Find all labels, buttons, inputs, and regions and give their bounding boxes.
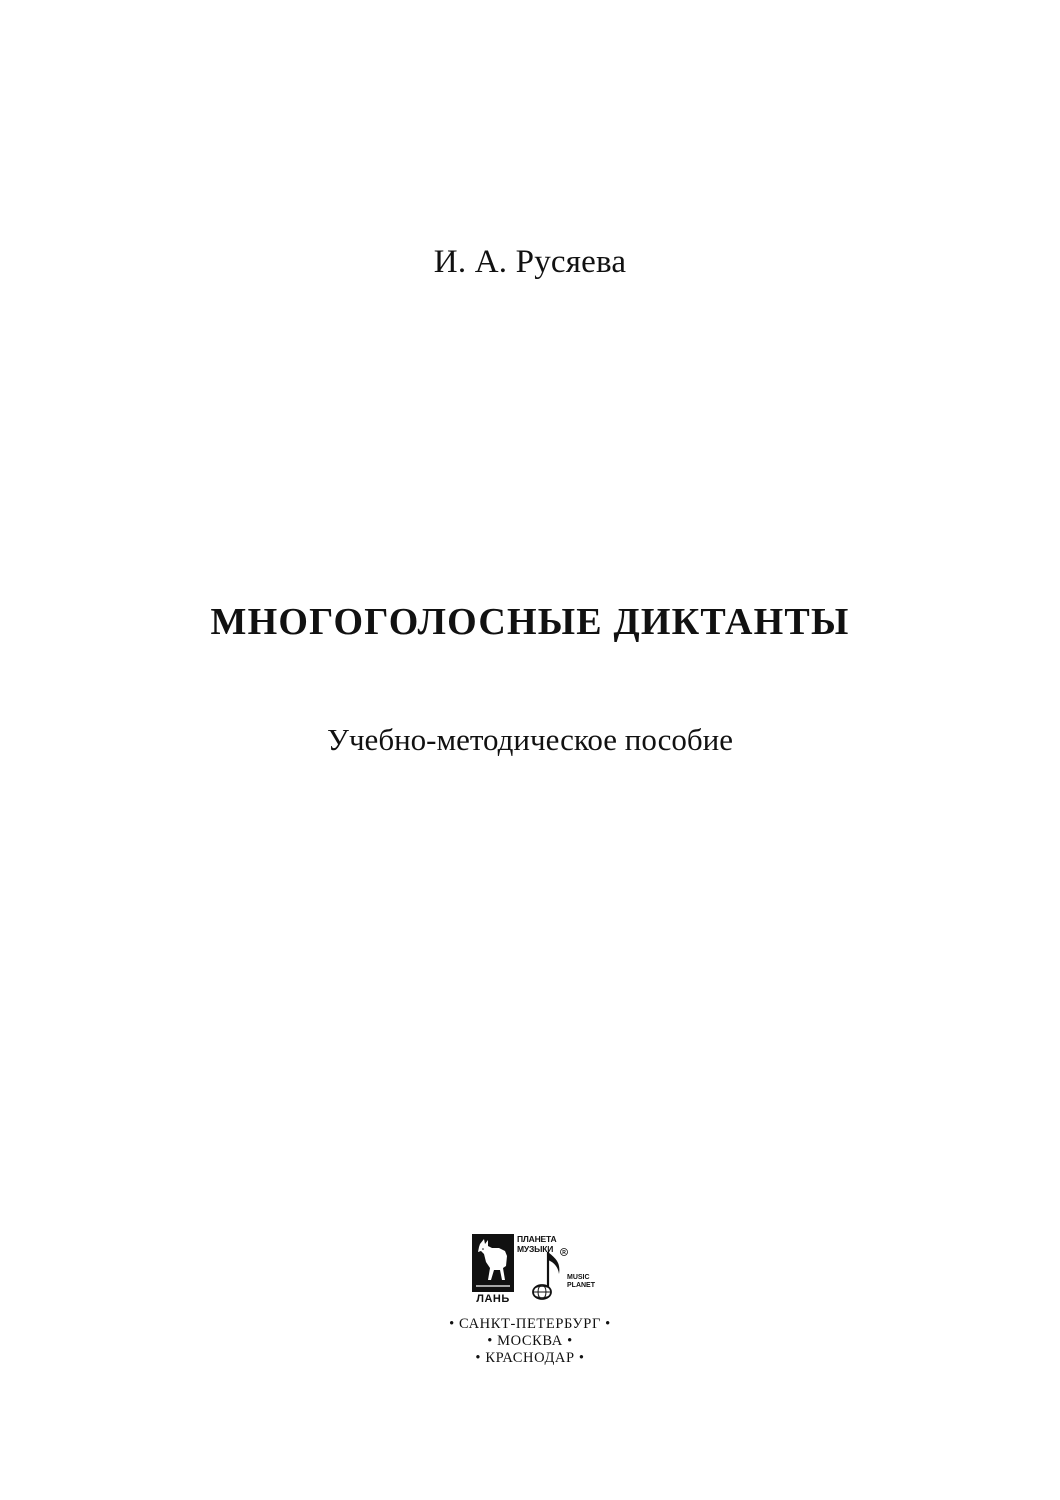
book-subtitle: Учебно-методическое пособие (327, 722, 733, 757)
city-line: • МОСКВА • (487, 1333, 573, 1349)
music-note-globe-icon (531, 1248, 571, 1306)
publisher-block (0, 1234, 1060, 1367)
music-planet-ru-line1: ПЛАНЕТА (517, 1234, 557, 1244)
svg-text:R: R (562, 1250, 566, 1256)
music-planet-en-line1: MUSIC (567, 1274, 590, 1281)
publisher-cities (0, 1316, 1060, 1367)
music-planet-ru-line2: МУЗЫКИ (517, 1244, 554, 1254)
music-planet-en-text (567, 1274, 595, 1290)
author-name: И. А. Русяева (433, 244, 627, 280)
book-title: МНОГОГОЛОСНЫЕ ДИКТАНТЫ (210, 601, 850, 643)
music-planet-logo (517, 1234, 595, 1308)
city-line: • САНКТ-ПЕТЕРБУРГ • (449, 1316, 611, 1332)
lan-logo-text: ЛАНЬ (476, 1293, 510, 1305)
publisher-logos (0, 1234, 1060, 1312)
music-planet-en-line2: PLANET (567, 1282, 595, 1289)
city-line: • КРАСНОДАР • (475, 1350, 585, 1366)
